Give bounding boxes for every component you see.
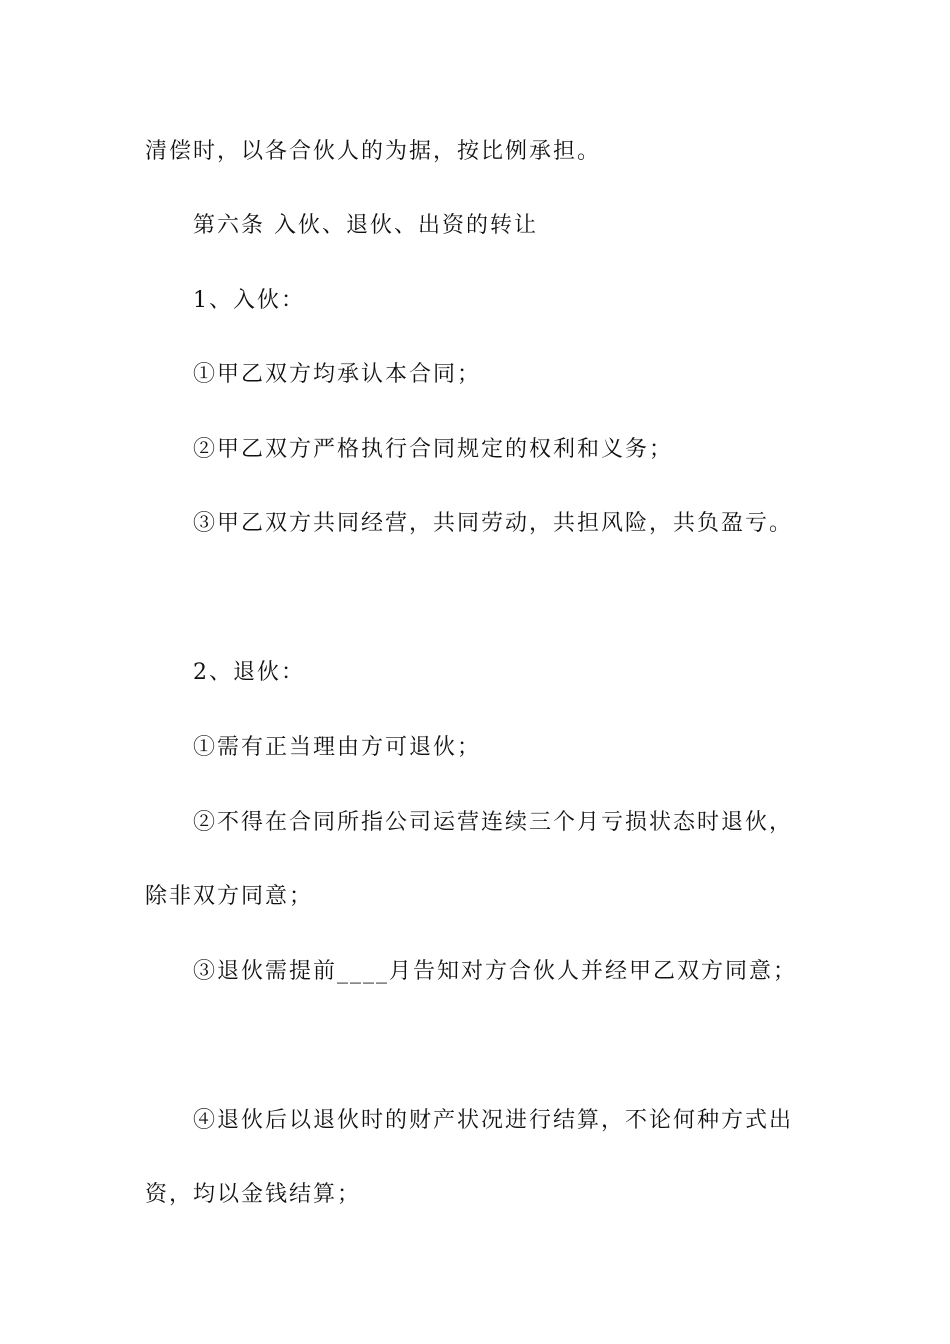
joining-item-1: ①甲乙双方均承认本合同； (193, 362, 482, 387)
section-joining-heading: 1、入伙： (193, 288, 305, 313)
withdrawal-item-4-continued: 资，均以金钱结算； (145, 1182, 362, 1207)
section-withdrawal-heading: 2、退伙： (193, 660, 305, 685)
article-six-heading: 第六条 入伙、退伙、出资的转让 (193, 213, 538, 238)
joining-item-3: ③甲乙双方共同经营，共同劳动，共担风险，共负盈亏。 (193, 511, 794, 536)
withdrawal-item-1: ①需有正当理由方可退伙； (193, 735, 482, 760)
withdrawal-item-2: ②不得在合同所指公司运营连续三个月亏损状态时退伙， (193, 810, 794, 835)
withdrawal-item-4: ④退伙后以退伙时的财产状况进行结算，不论何种方式出 (193, 1108, 794, 1133)
paragraph-continuation-liability: 清偿时，以各合伙人的为据，按比例承担。 (145, 139, 602, 164)
withdrawal-item-2-continued: 除非双方同意； (145, 884, 314, 909)
withdrawal-item-3: ③退伙需提前____月告知对方合伙人并经甲乙双方同意； (193, 959, 798, 984)
joining-item-2: ②甲乙双方严格执行合同规定的权利和义务； (193, 437, 674, 462)
